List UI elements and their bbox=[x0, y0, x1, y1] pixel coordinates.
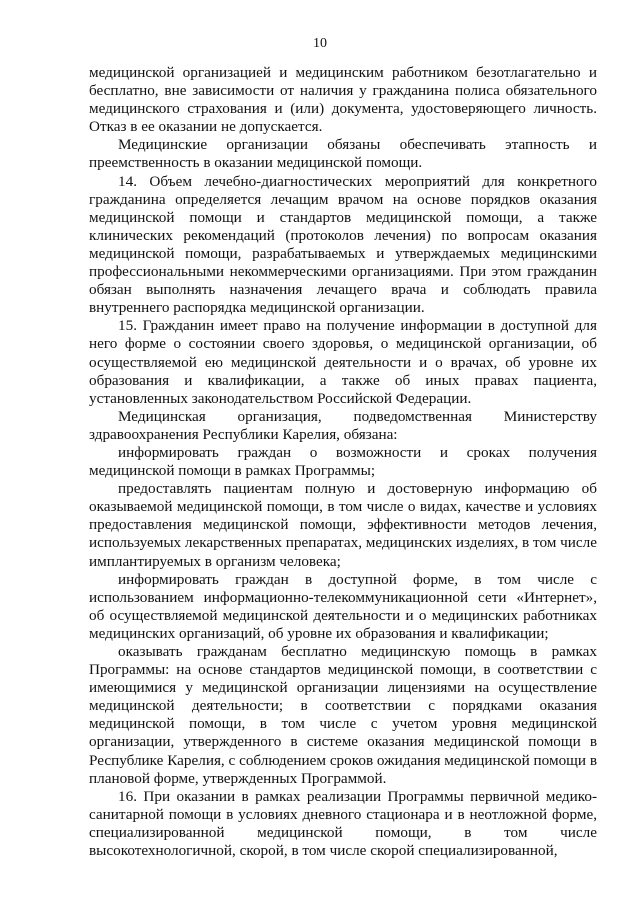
paragraph-item-15: 15. Гражданин имеет право на получение информации в доступной для него форме о состоянии своего здоровья, о медицинской организации, об осуществляемой ею медицинской деятельности и о врачах, об уровне их образования и квалификации, а также об иных правах пациента, установленных законодательством Российской Федерации. bbox=[89, 317, 597, 407]
paragraph-item-14: 14. Объем лечебно-диагностических мероприятий для конкретного гражданина определяется лечащим врачом на основе порядков оказания медицинской помощи и стандартов медицинской помощи, а также клинических рекомендаций (протоколов лечения) по вопросам оказания медицинской помощи, разрабатываемых и утверждаемых медицинскими профессиональными некоммерческими организациями. При этом гражданин обязан выполнять назначения лечащего врача и соблюдать правила внутреннего распорядка медицинской организации. bbox=[89, 172, 597, 317]
paragraph-inform-internet: информировать граждан в доступной форме, в том числе с использованием информационно-телекоммуникационной сети «Интернет», об осуществляемой медицинской деятельности и о медицинских работниках медицинских организаций, об уровне их образования и квалификации; bbox=[89, 570, 597, 642]
paragraph-inform-citizens: информировать граждан о возможности и сроках получения медицинской помощи в рамках Программы; bbox=[89, 443, 597, 480]
paragraph-continuation: медицинской организацией и медицинским работником безотлагательно и бесплатно, вне зависимости от наличия у гражданина полиса обязательного медицинского страхования и (или) документа, удостоверяющего личность. Отказ в ее оказании не допускается. bbox=[89, 64, 597, 136]
paragraph-item-16: 16. При оказании в рамках реализации Программы первичной медико-санитарной помощи в условиях дневного стационара и в неотложной форме, специализированной медицинской помощи, в том числе высокотехнологичной, скорой, в том числе скорой специализированной, bbox=[89, 787, 597, 860]
document-body bbox=[89, 64, 597, 860]
paragraph-provide-information: предоставлять пациентам полную и достоверную информацию об оказываемой медицинской помощи, в том числе о видах, качестве и условиях предоставления медицинской помощи, эффективности методов лечения, используемых лекарственных препаратах, медицинских изделиях, в том числе имплантируемых в организм человека; bbox=[89, 480, 597, 570]
paragraph-provide-care: оказывать гражданам бесплатно медицинскую помощь в рамках Программы: на основе стандартов медицинской помощи, в соответствии с имеющимися у медицинской организации лицензиями на осуществление медицинской деятельности; в соответствии с порядками оказания медицинской помощи, в том числе с учетом уровня медицинской организации, утвержденного в системе оказания медицинской помощи в Республике Карелия, с соблюдением сроков ожидания медицинской помощи в плановой форме, утвержденных Программой. bbox=[89, 643, 597, 787]
page-number: 10 bbox=[313, 36, 327, 51]
paragraph-organization-obligations: Медицинская организация, подведомственная Министерству здравоохранения Республики Карелия, обязана: bbox=[89, 407, 597, 443]
paragraph-continuity-of-care: Медицинские организации обязаны обеспечивать этапность и преемственность в оказании медицинской помощи. bbox=[89, 136, 597, 172]
